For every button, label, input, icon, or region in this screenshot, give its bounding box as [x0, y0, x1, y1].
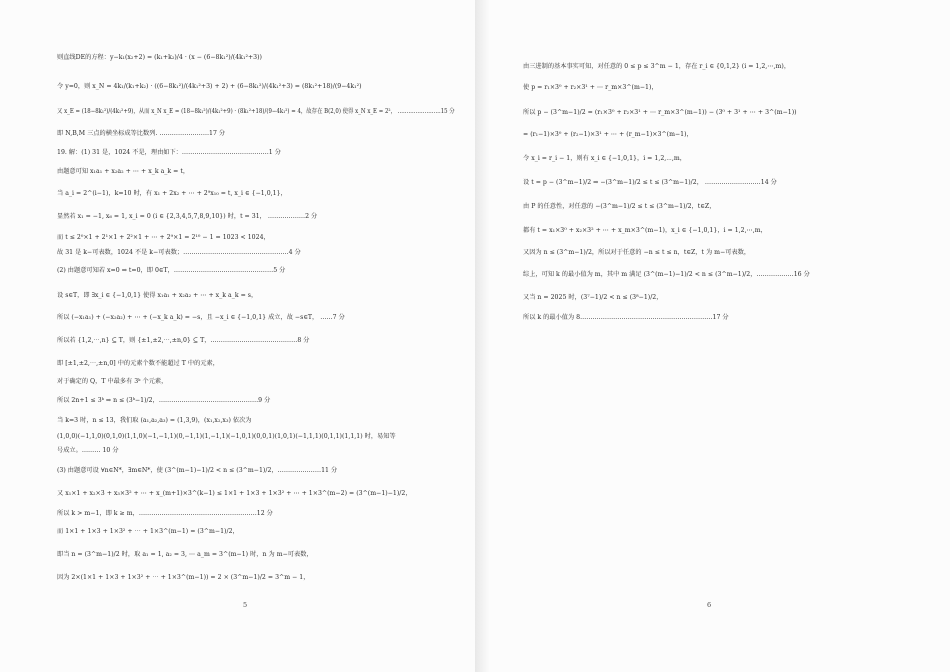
text-line: 使 p = r₁×3⁰ + r₂×3¹ + ⋯ r_m×3^(m−1)， — [523, 84, 658, 91]
text-line: 都有 t = x₁×3⁰ + x₂×3² + ⋯ + x_m×3^(m−1)，x_i ∈ {−1,0,1}，i = 1,2,⋯,m， — [523, 227, 767, 234]
page-number: 6 — [707, 601, 712, 609]
text-line: 令 y=0，则 x_N = 4k₁/(k₁+k₂) · ((6−8k₁²)/(4k₁²+3) + 2) + (6−8k₁²)/(4k₁²+3) = (8k₁²+18)/(9−4k₁²) — [57, 83, 362, 90]
text-line: 则直线DE的方程：y−k₁(x₂+2) = (k₁+k₂)/4 · (x − (6−8k₁²)/(4k₁²+3)) — [57, 54, 262, 61]
text-line: 所以 p − (3^m−1)/2 = (r₁×3⁰ + r₂×3¹ + ⋯ r_m×3^(m−1)) − (3⁰ + 3¹ + ⋯ + 3^(m−1)) — [523, 109, 797, 116]
text-line: 所以 k 的最小值为 8.………………………………………………………17 分 — [523, 314, 729, 321]
text-line: 综上，可知 k 的最小值为 m，其中 m 满足 (3^(m−1)−1)/2 < n ≤ (3^m−1)/2，………………16 分 — [523, 271, 810, 278]
text-line: 而 1×1 + 1×3 + 1×3² + ⋯ + 1×3^(m−1) = (3^m−1)/2， — [57, 528, 239, 535]
text-line: 所以 (−x₁a₁) + (−x₂a₂) + ⋯ + (−x_k a_k) = −s，且 −x_i ∈ {−1,0,1} 成立，故 −s∈T， ……7 分 — [57, 314, 345, 321]
text-line: = (r₁−1)×3⁰ + (r₂−1)×3¹ + ⋯ + (r_m−1)×3^(m−1)， — [523, 131, 693, 138]
right-page — [475, 0, 950, 672]
text-line: 即当 n = (3^m−1)/2 时，取 a₁ = 1, a₂ = 3, ⋯ a_m = 3^(m−1) 时，n 为 m−可表数， — [57, 551, 313, 558]
text-line: 显然若 x₁ = −1, x₆ = 1, x_i = 0 (i ∈ {2,3,4,5,7,8,9,10}) 时，t = 31， ………………2 分 — [57, 213, 318, 220]
text-line: (3) 由题意可设 ∀n∈N*，∃m∈N*，使 (3^(m−1)−1)/2 < n ≤ (3^m−1)/2，…………………11 分 — [57, 467, 338, 474]
text-line: 对于确定的 Q，T 中最多有 3ᵏ 个元素， — [57, 378, 168, 385]
text-line: 故 31 是 k−可表数，1024 不是 k−可表数；……………………………………………4 分 — [57, 249, 301, 256]
text-line: 由三进制的基本事实可知，对任意的 0 ≤ p ≤ 3^m − 1，存在 r_i ∈ {0,1,2} (i = 1,2,⋯,m)， — [523, 63, 791, 70]
text-line: 即 N,B,M 三点的横坐标成等比数列. ……………………17 分 — [57, 130, 226, 137]
text-line: 当 k=3 时，n ≤ 13，我们取 (a₁,a₂,a₃) = (1,3,9)，(x₁,x₂,x₃) 依次为 — [57, 417, 252, 424]
text-line: 设 s∈T，即 ∃x_i ∈ {−1,0,1} 使得 x₁a₁ + x₂a₂ + ⋯ + x_k a_k = s， — [57, 292, 258, 299]
text-line: 所以 2n+1 ≤ 3ᵏ ⇒ n ≤ (3ᵏ−1)/2，…………………………………………9 分 — [57, 397, 271, 404]
text-line: (1,0,0)(−1,1,0)(0,1,0)(1,1,0)(−1,−1,1)(0,−1,1)(1,−1,1)(−1,0,1)(0,0,1)(1,0,1)(−1,1,1)(0,1,1)(1,1,1) 时，易知等 — [57, 433, 396, 440]
text-line: 又 x₁×1 + x₂×3 + x₃×3² + ⋯ + x_(m+1)×3^(k−1) ≤ 1×1 + 1×3 + 1×3² + ⋯ + 1×3^(m−2) = (3^(m−1)−1)/2， — [57, 490, 412, 497]
text-line: 19. 解：(1) 31 是，1024 不是，理由如下：……………………………………1 分 — [57, 149, 281, 156]
text-line: 令 x_i = r_i − 1，则有 x_i ∈ {−1,0,1}，i = 1,2,⋯,m， — [523, 155, 686, 162]
text-line: 当 a_i = 2^(i−1)，k=10 时，有 x₁ + 2x₂ + ⋯ + 2⁹x₁₀ = t, x_i ∈ {−1,0,1}， — [57, 190, 287, 197]
text-line: 又 x_E = (18−8k₁²)/(4k₁²+9)，从而 x_N x_E = (18−8k₁²)/(4k₁²+9) · (8k₁²+18)/(9−4k₁²) = 4，故存在 B(2,0) 使得 x_N x_E = 2²， ……………………15 分 — [57, 108, 455, 115]
page-gutter — [475, 0, 489, 672]
text-line: 所以若 {1,2,⋯,n} ⊆ T，则 {±1,±2,⋯,±n,0} ⊆ T，……………………………………8 分 — [57, 337, 310, 344]
text-line: 由 P 的任意性，对任意的 −(3^m−1)/2 ≤ t ≤ (3^m−1)/2，t∈Z， — [523, 203, 716, 210]
text-line: 而 t ≤ 2⁰×1 + 2¹×1 + 2²×1 + ⋯ + 2⁹×1 = 2¹⁰ − 1 = 1023 < 1024， — [57, 234, 270, 241]
text-line: 即 [±1,±2,⋯,±n,0] 中的元素个数不能超过 T 中的元素， — [57, 360, 219, 367]
text-line: 又当 n = 2025 时，(3⁷−1)/2 < n ≤ (3⁸−1)/2， — [523, 294, 663, 301]
text-line: 号成立。……… 10 分 — [57, 447, 119, 454]
text-line: 设 t = p − (3^m−1)/2 ⇒ −(3^m−1)/2 ≤ t ≤ (3^m−1)/2， ………………………14 分 — [523, 179, 777, 186]
text-line: 所以 k > m−1，即 k ≥ m，…………………………………………………12 分 — [57, 510, 273, 517]
page-number: 5 — [243, 601, 248, 609]
text-line: 又因为 n ≤ (3^m−1)/2，所以对于任意的 −n ≤ t ≤ n，t∈Z，t 为 m−可表数， — [523, 249, 751, 256]
text-line: 因为 2×(1×1 + 1×3 + 1×3² + ⋯ + 1×3^(m−1)) = 2 × (3^m−1)/2 = 3^m − 1， — [57, 574, 310, 581]
text-line: (2) 由题意可知若 x=0 ⇒ t=0，即 0∈T，…………………………………………5 分 — [57, 267, 286, 274]
text-line: 由题意可知 x₁a₁ + x₂a₂ + ⋯ + x_k a_k = t， — [57, 168, 190, 175]
